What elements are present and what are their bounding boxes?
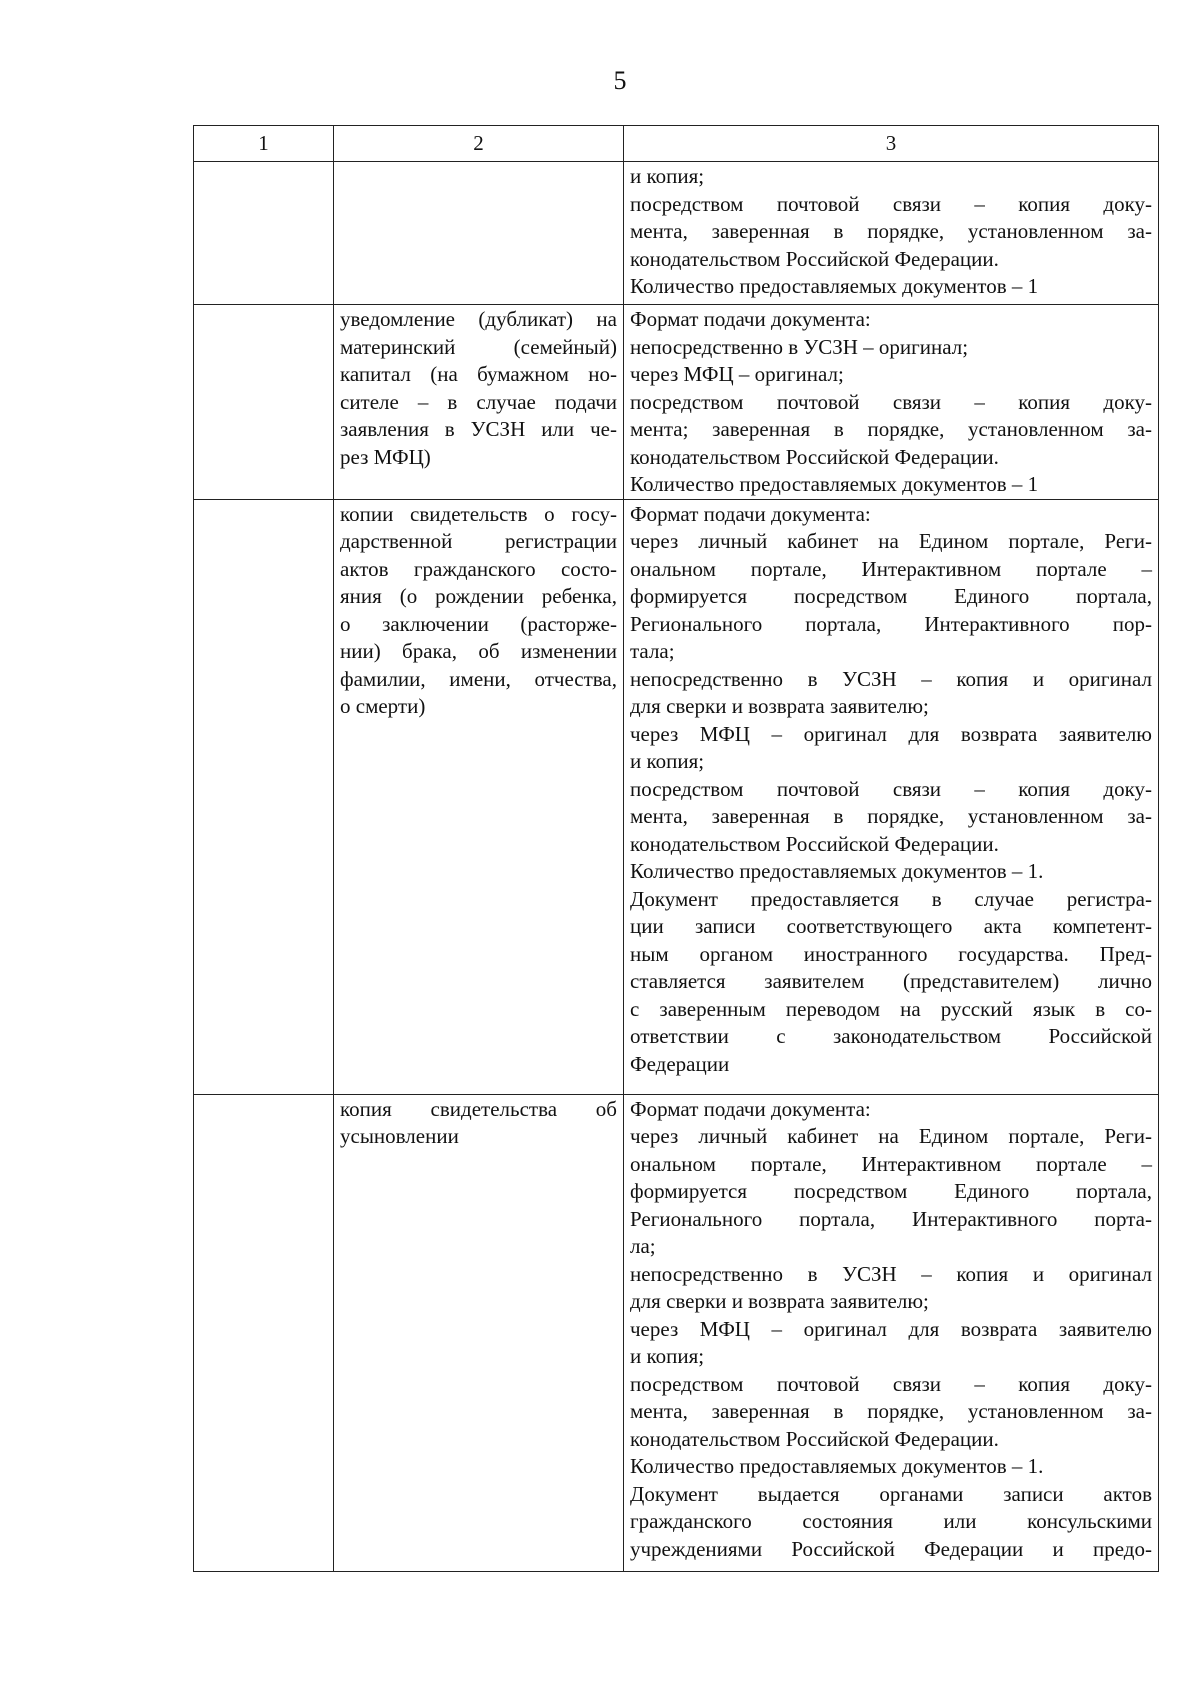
cell-text-line: ональном портале, Интерактивном портале –	[630, 1151, 1152, 1176]
page-number: 5	[613, 66, 627, 95]
cell-text-line: материнский (семейный)	[340, 334, 617, 359]
cell-text-line: Документ предоставляется в случае регистра-	[630, 886, 1152, 911]
table-cell-col1	[194, 305, 334, 500]
document-name-cell	[334, 305, 624, 500]
document-name-cell	[334, 499, 624, 1094]
cell-text-line: Регионального портала, Интерактивного порта-	[630, 1206, 1152, 1231]
cell-text-line: Количество предоставляемых документов – 1	[630, 472, 1039, 496]
cell-text-line: Регионального портала, Интерактивного пор-	[630, 611, 1152, 636]
cell-text-line: ным органом иностранного государства. Пред-	[630, 941, 1152, 966]
cell-text-line: формируется посредством Единого портала,	[630, 584, 1152, 608]
cell-text-line: для сверки и возврата заявителю;	[630, 694, 929, 718]
table-cell-col1	[194, 499, 334, 1094]
cell-text-line: Количество предоставляемых документов – 1.	[630, 859, 1044, 883]
cell-text-line: мента, заверенная в порядке, установленном за-	[630, 1399, 1152, 1423]
cell-text-line: капитал (на бумажном но-	[340, 362, 617, 386]
submission-format-cell	[624, 1094, 1159, 1571]
cell-text-line: конодательством Российской Федерации.	[630, 246, 999, 271]
cell-text-line: Количество предоставляемых документов – 1.	[630, 1454, 1044, 1478]
table-cell-col1	[194, 162, 334, 305]
column-header-3: 3	[624, 126, 1159, 162]
cell-text-line: яния (о рождении ребенка,	[340, 584, 617, 608]
cell-text-line: учреждениями Российской Федерации и предо-	[630, 1536, 1152, 1561]
cell-text-line: фамилии, имени, отчества,	[340, 666, 617, 691]
document-name-cell	[334, 1094, 624, 1571]
cell-text-line: через личный кабинет на Едином портале, Реги-	[630, 1124, 1152, 1148]
cell-text-line: посредством почтовой связи – копия доку-	[630, 776, 1152, 801]
cell-text-line: гражданского состояния или консульскими	[630, 1509, 1152, 1533]
cell-text-line: и копия;	[630, 749, 705, 773]
cell-text-line: копия свидетельства об	[340, 1096, 617, 1121]
cell-text-line: непосредственно в УСЗН – оригинал;	[630, 334, 969, 359]
submission-format-cell	[624, 499, 1159, 1094]
cell-text-line: конодательством Российской Федерации.	[630, 831, 999, 856]
cell-text-line: рез МФЦ)	[340, 444, 431, 469]
cell-text-line: ции записи соответствующего акта компетент-	[630, 914, 1152, 938]
cell-text-line: через личный кабинет на Едином портале, Реги-	[630, 529, 1152, 553]
column-header-1: 1	[194, 126, 334, 162]
cell-text-line: конодательством Российской Федерации.	[630, 444, 999, 469]
cell-text-line: посредством почтовой связи – копия доку-	[630, 191, 1152, 216]
cell-text-line: копии свидетельств о госу-	[340, 501, 617, 526]
table-row	[194, 305, 1159, 500]
cell-text-line: о смерти)	[340, 694, 426, 718]
cell-text-line: Формат подачи документа:	[630, 1096, 871, 1121]
table-header-row	[194, 126, 1159, 162]
cell-text-line: дарственной регистрации	[340, 529, 617, 553]
cell-text-line: тала;	[630, 639, 675, 663]
cell-text-line: посредством почтовой связи – копия доку-	[630, 1371, 1152, 1396]
cell-text-line: с заверенным переводом на русский язык в со-	[630, 996, 1152, 1021]
document-name-cell	[334, 162, 624, 305]
cell-text-line: Документ выдается органами записи актов	[630, 1481, 1152, 1506]
table-row	[194, 499, 1159, 1094]
submission-format-cell	[624, 305, 1159, 500]
cell-text-line: нии) брака, об изменении	[340, 639, 617, 663]
cell-text-line: Формат подачи документа:	[630, 307, 871, 331]
cell-text-line: и копия;	[630, 1344, 705, 1368]
cell-text-line: для сверки и возврата заявителю;	[630, 1289, 929, 1313]
cell-text-line: мента, заверенная в порядке, установленном за-	[630, 219, 1152, 243]
cell-text-line: актов гражданского состо-	[340, 556, 617, 581]
cell-text-line: через МФЦ – оригинал для возврата заявителю	[630, 721, 1152, 746]
cell-text-line: посредством почтовой связи – копия доку-	[630, 389, 1152, 414]
cell-text-line: заявления в УСЗН или че-	[340, 417, 617, 441]
cell-text-line: ональном портале, Интерактивном портале –	[630, 556, 1152, 581]
cell-text-line: конодательством Российской Федерации.	[630, 1426, 999, 1451]
cell-text-line: Формат подачи документа:	[630, 501, 871, 526]
table-cell-col1	[194, 1094, 334, 1571]
cell-text-line: сителе – в случае подачи	[340, 389, 617, 414]
table-row	[194, 1094, 1159, 1571]
cell-text-line: Количество предоставляемых документов – 1	[630, 274, 1039, 298]
cell-text-line: усыновлении	[340, 1124, 459, 1148]
cell-text-line: о заключении (расторже-	[340, 611, 617, 636]
cell-text-line: ответствии с законодательством Российской	[630, 1024, 1152, 1048]
table-row	[194, 162, 1159, 305]
cell-text-line: уведомление (дубликат) на	[340, 307, 617, 331]
cell-text-line: непосредственно в УСЗН – копия и оригинал	[630, 1261, 1152, 1286]
cell-text-line: Федерации	[630, 1051, 730, 1076]
cell-text-line: формируется посредством Единого портала,	[630, 1179, 1152, 1203]
cell-text-line: и копия;	[630, 164, 705, 188]
cell-text-line: ла;	[630, 1234, 656, 1258]
cell-text-line: мента; заверенная в порядке, установленном за-	[630, 417, 1152, 441]
column-header-2: 2	[334, 126, 624, 162]
cell-text-line: непосредственно в УСЗН – копия и оригинал	[630, 666, 1152, 691]
submission-format-cell	[624, 162, 1159, 305]
cell-text-line: мента, заверенная в порядке, установленном за-	[630, 804, 1152, 828]
cell-text-line: через МФЦ – оригинал для возврата заявителю	[630, 1316, 1152, 1341]
requirements-table	[193, 125, 1159, 1572]
cell-text-line: ставляется заявителем (представителем) лично	[630, 969, 1152, 993]
cell-text-line: через МФЦ – оригинал;	[630, 362, 844, 386]
